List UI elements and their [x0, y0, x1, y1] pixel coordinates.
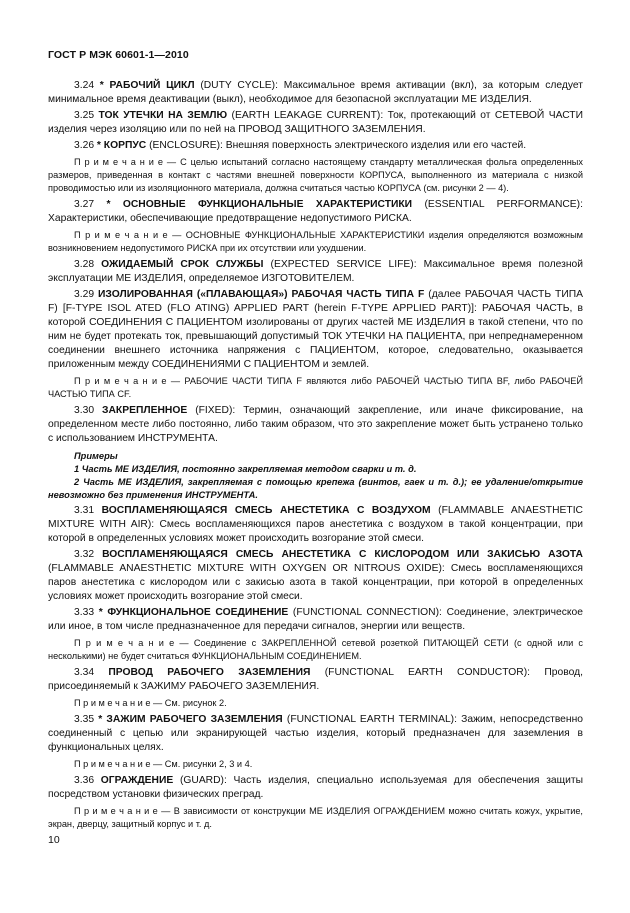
note-label: П р и м е ч а н и е — — [74, 806, 171, 816]
note-label: П р и м е ч а н и е — — [74, 638, 189, 648]
definition-text: (FUNCTIONAL CONNECTION): Соединение, электрическое или иное, в том числе предназначенное для передачи сигналов, энергии или веществ. — [48, 607, 583, 632]
definition-text: (FLAMMABLE ANAESTHETIC MIXTURE WITH OXYGEN OR NITROUS OXIDE): Смесь воспламеняющихся паров анестетика с кислородом или с закисью азота в такой концентрации, при которой в определенных условиях может происходить возгорание этой смеси. — [48, 563, 583, 602]
page-number: 10 — [48, 834, 60, 846]
definition-paragraph — [48, 774, 583, 802]
definition-paragraph — [48, 109, 583, 137]
clause-number: 3.31 — [74, 505, 95, 516]
definition-text: (DUTY CYCLE): Максимальное время активации (вкл), за которым следует минимальное время деактивации (выкл), необходимое для безопасной эксплуатации МЕ ИЗДЕЛИЯ. — [48, 80, 583, 105]
example-item: 1 Часть МЕ ИЗДЕЛИЯ, постоянно закрепляемая методом сварки и т. д. — [74, 464, 417, 474]
document-header: ГОСТ Р МЭК 60601-1—2010 — [48, 49, 189, 61]
note-text: ОСНОВНЫЕ ФУНКЦИОНАЛЬНЫЕ ХАРАКТЕРИСТИКИ изделия определяются возможным возникновением недопустимого РИСКА при их отсутствии или ухудшении. — [48, 230, 583, 253]
defined-term: ОЖИДАЕМЫЙ СРОК СЛУЖБЫ — [101, 259, 264, 270]
note-label: П р и м е ч а н и е — — [74, 759, 163, 769]
clause-number: 3.32 — [74, 549, 95, 560]
definition-paragraph — [48, 139, 583, 153]
clause-number: 3.30 — [74, 405, 95, 416]
note-label: П р и м е ч а н и е — — [74, 230, 182, 240]
definition-paragraph — [48, 504, 583, 546]
defined-term: ВОСПЛАМЕНЯЮЩАЯСЯ СМЕСЬ АНЕСТЕТИКА С ВОЗДУХОМ — [101, 505, 431, 516]
note-paragraph — [48, 637, 583, 663]
note-label: П р и м е ч а н и е — — [74, 698, 163, 708]
note-paragraph — [48, 805, 583, 831]
definition-text: (далее РАБОЧАЯ ЧАСТЬ ТИПА F) [F-TYPE ISOL ATED (FLO ATING) APPLIED PART (herein F-TYPE APPLIED PART)]: РАБОЧАЯ ЧАСТЬ, в которой СОЕДИНЕНИЯ С ПАЦИЕНТОМ изолированы от других частей МЕ ИЗДЕЛИЯ в такой степени, что по ним не будет протекать ток, превышающий допустимый ТОК УТЕЧКИ НА ПАЦИЕНТА, при непреднамеренном соединении внешнего источника напряжения с ПАЦИЕНТОМ, которое, следовательно, оказывается приложенным между СОЕДИНЕНИЯМИ С ПАЦИЕНТОМ и землей. — [48, 289, 583, 370]
note-label: П р и м е ч а н и е — — [74, 376, 181, 386]
clause-number: 3.33 — [74, 607, 95, 618]
definition-text: (FLAMMABLE ANAESTHETIC MIXTURE WITH AIR): Смесь воспламеняющихся паров анестетика с воздухом в такой концентрации, при которой в определенных условиях может происходить возгорание этой смеси. — [48, 505, 583, 544]
clause-number: 3.35 — [74, 714, 95, 725]
definition-paragraph — [48, 606, 583, 634]
defined-term: ЗАКРЕПЛЕННОЕ — [102, 405, 188, 416]
clause-number: 3.28 — [74, 259, 95, 270]
definition-text: (ESSENTIAL PERFORMANCE): Характеристики, обеспечивающие предотвращение недопустимого РИСКА. — [48, 199, 583, 224]
note-text: В зависимости от конструкции МЕ ИЗДЕЛИЯ ОГРАЖДЕНИЕМ можно считать кожух, укрытие, экран, дверцу, защитный корпус и т. д. — [48, 806, 583, 829]
definition-text: (GUARD): Часть изделия, специально используемая для обеспечения защиты посредством установки физических преград. — [48, 775, 583, 800]
note-paragraph — [48, 375, 583, 401]
defined-term: ПРОВОД РАБОЧЕГО ЗАЗЕМЛЕНИЯ — [108, 667, 311, 678]
defined-term: ОГРАЖДЕНИЕ — [100, 775, 174, 786]
defined-term: ТОК УТЕЧКИ НА ЗЕМЛЮ — [98, 110, 228, 121]
note-text: Соединение с ЗАКРЕПЛЕННОЙ сетевой розеткой ПИТАЮЩЕЙ СЕТИ (с одной или с несколькими) не будет считаться ФУНКЦИОНАЛЬНЫМ СОЕДИНЕНИЕМ. — [48, 638, 584, 661]
document-body — [48, 77, 583, 834]
definition-paragraph — [48, 548, 583, 604]
note-paragraph — [48, 758, 583, 771]
defined-term: * КОРПУС — [96, 140, 147, 151]
definition-paragraph — [48, 198, 583, 226]
definition-text: (EARTH LEAKAGE CURRENT): Ток, протекающий от СЕТЕВОЙ ЧАСТИ изделия через изоляцию или по ней на ПРОВОД ЗАЩИТНОГО ЗАЗЕМЛЕНИЯ. — [48, 110, 583, 135]
definition-paragraph — [48, 288, 583, 372]
definition-text: (FUNCTIONAL EARTH TERMINAL): Зажим, непосредственно соединенный с цепью или экранирующей частью изделия, который предназначен для заземления в функциональных целях. — [48, 714, 583, 753]
note-text: С целью испытаний согласно настоящему стандарту металлическая фольга определенных размеров, приведенная в контакт с частями внешней поверхности КОРПУСА, выполненного из материала с низкой проводимостью или из изоляционного материала, должна считаться частью КОРПУСА (см. рисунки 2 — 4). — [48, 157, 583, 193]
example-item: 2 Часть МЕ ИЗДЕЛИЯ, закрепляемая с помощью крепежа (винтов, гаек и т. д.); ее удаление/открытие невозможно без применения ИНСТРУМЕНТА. — [48, 477, 583, 500]
definition-text: (ENCLOSURE): Внешняя поверхность электрического изделия или его частей. — [146, 140, 527, 151]
note-text: РАБОЧИЕ ЧАСТИ ТИПА F являются либо РАБОЧЕЙ ЧАСТЬЮ ТИПА BF, либо РАБОЧЕЙ ЧАСТЬЮ ТИПА CF. — [48, 376, 583, 399]
definition-paragraph — [48, 713, 583, 755]
defined-term: ИЗОЛИРОВАННАЯ («ПЛАВАЮЩАЯ») РАБОЧАЯ ЧАСТЬ ТИПА F — [98, 289, 425, 300]
definition-paragraph — [48, 404, 583, 446]
note-text: См. рисунок 2. — [164, 698, 227, 708]
defined-term: * РАБОЧИЙ ЦИКЛ — [99, 80, 195, 91]
definition-text: (FUNCTIONAL EARTH CONDUCTOR): Провод, присоединяемый к ЗАЖИМУ РАБОЧЕГО ЗАЗЕМЛЕНИЯ. — [48, 667, 583, 692]
note-text: См. рисунки 2, 3 и 4. — [164, 759, 253, 769]
clause-number: 3.24 — [74, 80, 95, 91]
defined-term: * ОСНОВНЫЕ ФУНКЦИОНАЛЬНЫЕ ХАРАКТЕРИСТИКИ — [106, 199, 413, 210]
definition-paragraph — [48, 666, 583, 694]
definition-text: (FIXED): Термин, означающий закрепление, или иначе фиксирование, на определенном месте либо постоянно, либо таким образом, что это закрепление может быть устранено только с использованием ИНСТРУМЕНТА. — [48, 405, 583, 444]
note-paragraph — [48, 697, 583, 710]
definition-paragraph — [48, 79, 583, 107]
definition-text: (EXPECTED SERVICE LIFE): Максимальное время полезной эксплуатации МЕ ИЗДЕЛИЯ, определяемое ИЗГОТОВИТЕЛЕМ. — [48, 259, 583, 284]
defined-term: * ЗАЖИМ РАБОЧЕГО ЗАЗЕМЛЕНИЯ — [98, 714, 283, 725]
note-label: П р и м е ч а н и е — — [74, 157, 177, 167]
defined-term: ВОСПЛАМЕНЯЮЩАЯСЯ СМЕСЬ АНЕСТЕТИКА С КИСЛОРОДОМ ИЛИ ЗАКИСЬЮ АЗОТА — [102, 549, 583, 560]
clause-number: 3.34 — [74, 667, 95, 678]
clause-number: 3.26 — [74, 140, 95, 151]
examples-heading: Примеры — [74, 451, 118, 461]
definition-paragraph — [48, 258, 583, 286]
clause-number: 3.27 — [74, 199, 95, 210]
note-paragraph — [48, 156, 583, 195]
note-paragraph — [48, 229, 583, 255]
defined-term: * ФУНКЦИОНАЛЬНОЕ СОЕДИНЕНИЕ — [98, 607, 289, 618]
clause-number: 3.36 — [74, 775, 95, 786]
clause-number: 3.29 — [74, 289, 95, 300]
clause-number: 3.25 — [74, 110, 95, 121]
